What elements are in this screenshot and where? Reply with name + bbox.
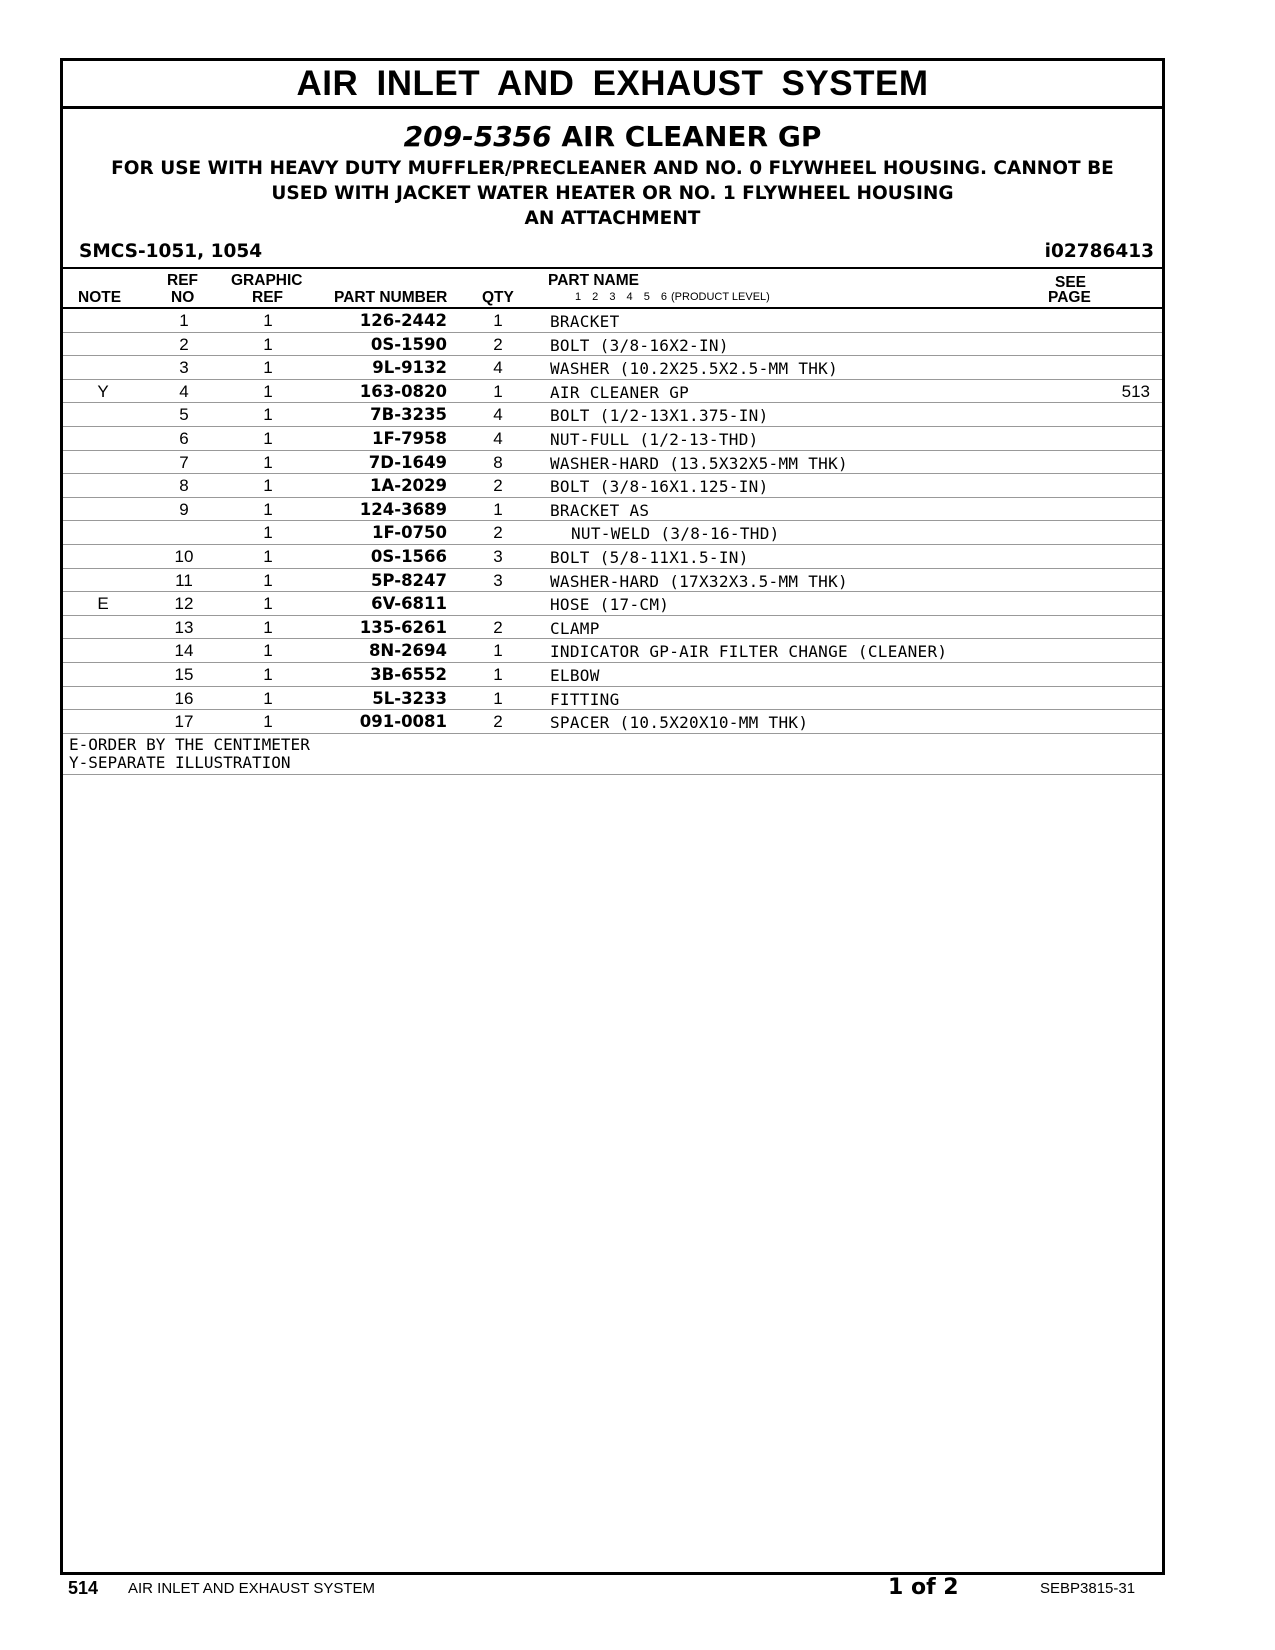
page-number: 514 — [68, 1578, 99, 1598]
qty-cell: 2 — [493, 523, 503, 543]
part-number-cell: 1A-2029 — [369, 476, 447, 496]
col-part-name: PART NAME — [548, 272, 639, 289]
meta-row — [63, 241, 1162, 269]
ref-no-cell: 5 — [179, 405, 189, 425]
col-qty: QTY — [482, 289, 514, 306]
ref-no-cell: 8 — [179, 476, 189, 496]
graphic-ref-cell: 1 — [263, 405, 273, 425]
part-number-cell: 126-2442 — [359, 311, 447, 330]
graphic-ref-cell: 1 — [263, 570, 273, 590]
qty-cell: 2 — [493, 476, 503, 496]
part-name-cell: FITTING — [550, 689, 620, 709]
qty-cell: 1 — [493, 664, 503, 684]
col-note: NOTE — [78, 289, 122, 306]
qty-cell: 1 — [493, 381, 503, 401]
table-row — [63, 309, 1162, 333]
part-number-cell: 7D-1649 — [368, 452, 447, 472]
ref-no-cell: 11 — [175, 570, 193, 590]
description-line: AN ATTACHMENT — [524, 208, 701, 229]
ref-no-cell: 10 — [174, 546, 194, 566]
ref-no-cell: 16 — [174, 688, 194, 708]
part-name-cell: AIR CLEANER GP — [550, 382, 690, 402]
graphic-ref-cell: 1 — [263, 712, 273, 732]
col-ref-2: NO — [171, 289, 195, 306]
document-id: i02786413 — [1044, 241, 1154, 262]
part-number-cell: 1F-7958 — [371, 428, 447, 448]
qty-cell: 1 — [493, 641, 503, 661]
parts-table — [63, 309, 1162, 734]
col-see-1: SEE — [1055, 274, 1087, 291]
section-title: AIR INLET AND EXHAUST SYSTEM — [63, 61, 1162, 109]
part-number-cell: 1F-0750 — [371, 523, 447, 543]
table-row — [63, 521, 1162, 545]
ref-no-cell: 3 — [179, 358, 189, 378]
part-number-cell: 135-6261 — [359, 617, 447, 637]
note-cell: Y — [97, 381, 109, 401]
part-name-cell: BRACKET — [550, 312, 620, 331]
part-number-cell: 5P-8247 — [370, 570, 447, 590]
qty-cell: 1 — [493, 688, 503, 708]
part-number-cell: 0S-1590 — [370, 334, 447, 354]
part-number-cell: 5L-3233 — [372, 688, 447, 708]
notes-block — [63, 734, 1162, 775]
qty-cell: 4 — [493, 405, 503, 425]
part-number-cell: 9L-9132 — [372, 358, 447, 378]
graphic-ref-cell: 1 — [263, 499, 273, 519]
table-row — [63, 592, 1162, 616]
table-row — [63, 639, 1162, 663]
product-level — [575, 291, 770, 303]
part-name-cell: WASHER-HARD (17X32X3.5-MM THK) — [550, 571, 848, 591]
table-row — [63, 498, 1162, 522]
part-name-cell: SPACER (10.5X20X10-MM THK) — [550, 713, 809, 733]
part-name-cell: BOLT (5/8-11X1.5-IN) — [550, 547, 749, 567]
graphic-ref-cell: 1 — [263, 594, 273, 614]
part-name-cell: NUT-FULL (1/2-13-THD) — [550, 429, 759, 449]
ref-no-cell: 13 — [174, 617, 194, 637]
qty-cell: 3 — [493, 546, 503, 566]
part-number-cell: 6V-6811 — [371, 594, 447, 614]
part-number-cell: 091-0081 — [359, 712, 447, 732]
ref-no-cell: 15 — [174, 664, 194, 684]
footer-section: AIR INLET AND EXHAUST SYSTEM — [128, 1580, 376, 1597]
description-line: FOR USE WITH HEAVY DUTY MUFFLER/PRECLEANER AND NO. 0 FLYWHEEL HOUSING. CANNOT BE — [111, 158, 1114, 179]
group-number: 209-5356 — [403, 120, 552, 153]
graphic-ref-cell: 1 — [263, 311, 273, 330]
note-line: Y-SEPARATE ILLUSTRATION — [69, 752, 291, 772]
part-number-cell: 3B-6552 — [370, 664, 447, 684]
ref-no-cell: 7 — [179, 452, 189, 472]
qty-cell: 4 — [493, 428, 503, 448]
table-row — [63, 474, 1162, 498]
col-graphic-2: REF — [252, 289, 283, 306]
part-name-cell: CLAMP — [550, 618, 600, 638]
note-cell: E — [97, 594, 109, 614]
part-name-cell: ELBOW — [550, 665, 600, 685]
col-ref-1: REF — [167, 272, 198, 289]
ref-no-cell: 1 — [179, 311, 189, 330]
product-level-label: (PRODUCT LEVEL) — [671, 291, 770, 303]
ref-no-cell: 2 — [179, 334, 189, 354]
part-name-cell: WASHER (10.2X25.5X2.5-MM THK) — [550, 359, 839, 379]
part-name-cell: NUT-WELD (3/8-16-THD) — [571, 524, 780, 544]
group-name: AIR CLEANER GP — [561, 120, 822, 153]
graphic-ref-cell: 1 — [263, 334, 273, 354]
part-number-cell: 8N-2694 — [368, 641, 447, 661]
group-description — [63, 156, 1162, 231]
qty-cell: 2 — [493, 617, 503, 637]
page-frame — [60, 58, 1165, 1575]
book-id: SEBP3815-31 — [1040, 1580, 1136, 1597]
ref-no-cell: 6 — [179, 428, 189, 448]
ref-no-cell: 14 — [174, 641, 194, 661]
part-name-cell: BOLT (3/8-16X2-IN) — [550, 335, 729, 355]
table-row — [63, 451, 1162, 475]
qty-cell: 3 — [493, 570, 503, 590]
graphic-ref-cell: 1 — [263, 523, 273, 543]
part-name-cell: INDICATOR GP-AIR FILTER CHANGE (CLEANER) — [550, 642, 948, 662]
graphic-ref-cell: 1 — [263, 688, 273, 708]
part-name-cell: HOSE (17-CM) — [550, 595, 670, 615]
table-row — [63, 380, 1162, 404]
table-row — [63, 569, 1162, 593]
table-row — [63, 545, 1162, 569]
footer — [0, 1575, 1275, 1610]
graphic-ref-cell: 1 — [263, 641, 273, 661]
smcs-code: SMCS-1051, 1054 — [79, 241, 263, 262]
part-number-cell: 163-0820 — [359, 381, 447, 401]
graphic-ref-cell: 1 — [263, 452, 273, 472]
table-row — [63, 333, 1162, 357]
qty-cell: 1 — [493, 311, 503, 330]
qty-cell: 1 — [493, 499, 503, 519]
graphic-ref-cell: 1 — [263, 428, 273, 448]
part-number-cell: 0S-1566 — [370, 546, 447, 566]
product-level-numbers: 1 2 3 4 5 6 — [575, 291, 667, 303]
part-name-cell: BOLT (1/2-13X1.375-IN) — [550, 406, 769, 426]
page-of: 1 of 2 — [888, 1575, 959, 1600]
ref-no-cell: 4 — [179, 381, 189, 401]
part-name-cell: BOLT (3/8-16X1.125-IN) — [550, 477, 769, 497]
note-line: E-ORDER BY THE CENTIMETER — [69, 734, 310, 754]
col-part-number: PART NUMBER — [334, 289, 448, 306]
column-header — [63, 269, 1162, 309]
table-row — [63, 687, 1162, 711]
qty-cell: 2 — [493, 334, 503, 354]
qty-cell: 2 — [493, 712, 503, 732]
graphic-ref-cell: 1 — [263, 664, 273, 684]
qty-cell: 4 — [493, 358, 503, 378]
part-number-cell: 7B-3235 — [370, 405, 447, 425]
group-title — [63, 120, 1162, 154]
col-see-2: PAGE — [1048, 289, 1091, 306]
ref-no-cell: 12 — [174, 594, 194, 614]
table-row — [63, 616, 1162, 640]
table-row — [63, 356, 1162, 380]
graphic-ref-cell: 1 — [263, 358, 273, 378]
col-graphic-1: GRAPHIC — [231, 272, 303, 289]
table-row — [63, 710, 1162, 734]
ref-no-cell: 9 — [179, 499, 189, 519]
part-number-cell: 124-3689 — [359, 499, 447, 519]
part-name-cell: BRACKET AS — [550, 500, 650, 520]
table-row — [63, 663, 1162, 687]
description-line: USED WITH JACKET WATER HEATER OR NO. 1 FLYWHEEL HOUSING — [271, 183, 954, 204]
graphic-ref-cell: 1 — [263, 476, 273, 496]
graphic-ref-cell: 1 — [263, 381, 273, 401]
see-page-cell: 513 — [1121, 381, 1150, 401]
part-name-cell: WASHER-HARD (13.5X32X5-MM THK) — [550, 453, 848, 473]
graphic-ref-cell: 1 — [263, 546, 273, 566]
table-row — [63, 403, 1162, 427]
ref-no-cell: 17 — [174, 712, 194, 732]
graphic-ref-cell: 1 — [263, 617, 273, 637]
table-row — [63, 427, 1162, 451]
qty-cell: 8 — [493, 452, 503, 472]
